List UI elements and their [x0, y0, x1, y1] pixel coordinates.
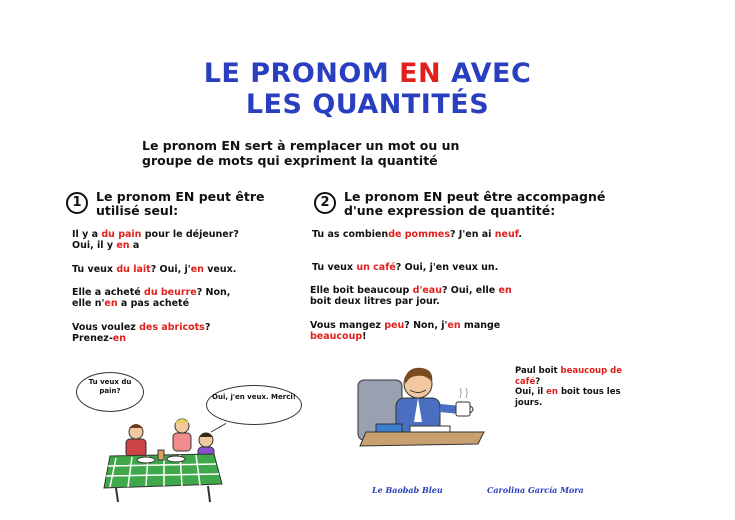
paul-example: Paul boit beaucoup de café? Oui, il en boit tous les jours. [515, 366, 622, 408]
credit-left: Le Baobab Bleu [372, 485, 443, 495]
page-title [0, 58, 735, 120]
col1-example: Elle a acheté du beurre? Non, elle n'en a pas acheté [72, 287, 231, 309]
number-badge: 1 [66, 192, 88, 214]
title-en: EN [399, 58, 442, 89]
credit-right: Carolina García Mora [487, 485, 584, 495]
speech-bubble: Tu veux du pain? [76, 372, 144, 412]
col1-example: Vous voulez des abricots? Prenez-en [72, 322, 211, 344]
col2-heading [314, 190, 714, 218]
col1-heading [66, 190, 316, 218]
heading-line: Le pronom EN peut être [96, 189, 265, 204]
heading-line: d'une expression de quantité: [344, 203, 556, 218]
heading-line: Le pronom EN peut être accompagné [344, 189, 606, 204]
col2-example: Tu as combiende pommes? J'en ai neuf. [312, 229, 522, 240]
col1-example: Tu veux du lait? Oui, j'en veux. [72, 264, 237, 275]
family-dinner-illustration [96, 410, 226, 505]
col2-example: Elle boit beaucoup d'eau? Oui, elle en boit deux litres par jour. [310, 285, 512, 307]
man-coffee-illustration [356, 362, 486, 462]
title-part: LE PRONOM [203, 58, 400, 89]
title-part: AVEC [441, 58, 532, 89]
col1-example: Il y a du pain pour le déjeuner? Oui, il y en a [72, 229, 239, 251]
speech-bubble: Oui, j'en veux. Merci! [206, 385, 302, 425]
intro-text [142, 138, 602, 168]
col2-example: Vous mangez peu? Non, j'en mange beaucoup! [310, 320, 501, 342]
col2-example: Tu veux un café? Oui, j'en veux un. [312, 262, 499, 273]
number-badge: 2 [314, 192, 336, 214]
title-line2: LES QUANTITÉS [245, 89, 490, 120]
heading-line: utilisé seul: [96, 203, 179, 218]
intro-line: Le pronom EN sert à remplacer un mot ou un [142, 138, 460, 153]
intro-line: groupe de mots qui expriment la quantité [142, 153, 438, 168]
